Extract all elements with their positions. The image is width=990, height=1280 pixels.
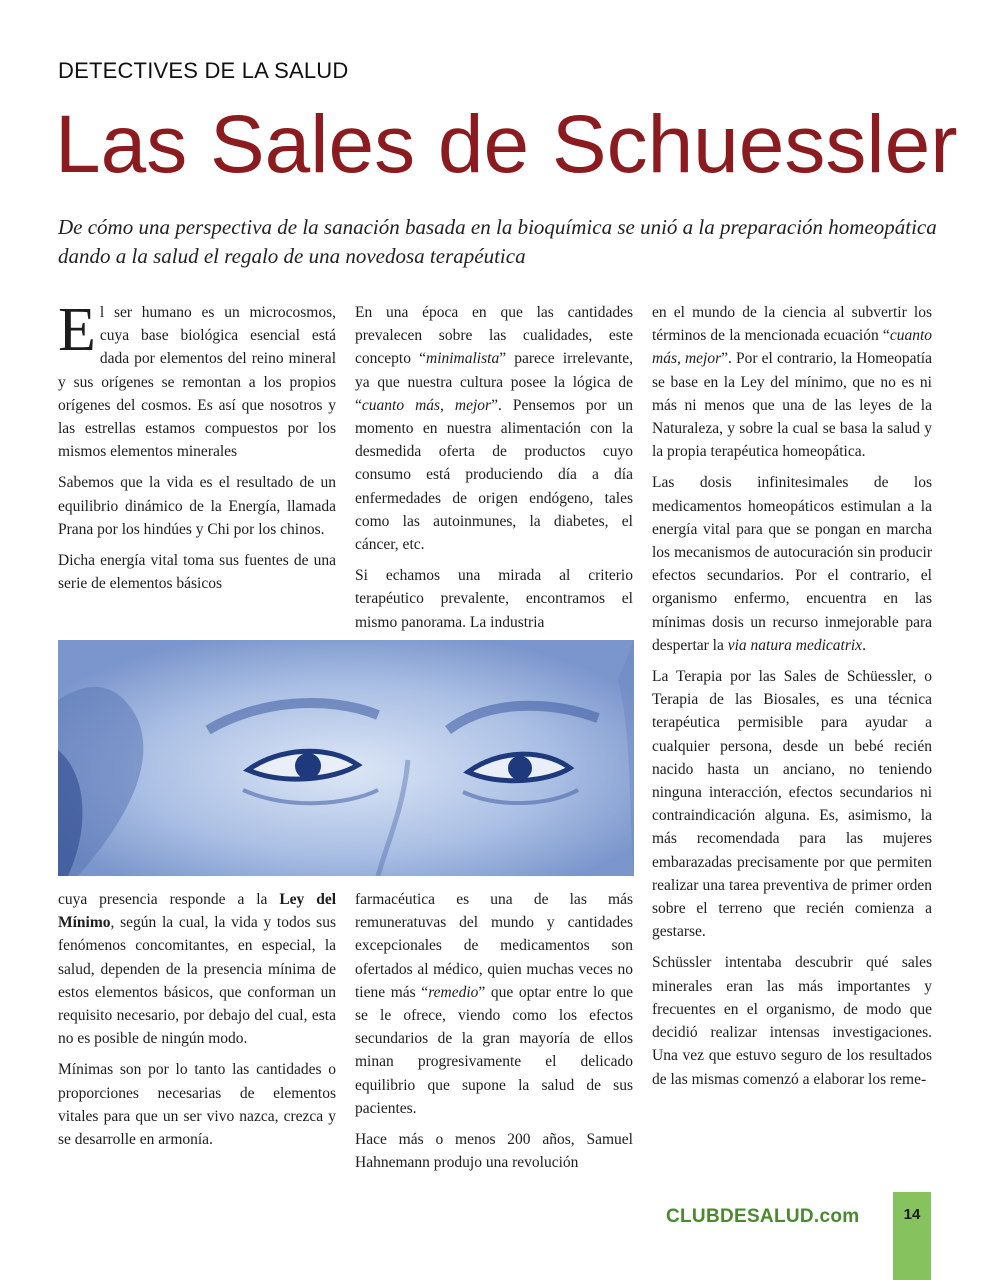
paragraph-text: ” parece irrelevante, ya que nuestra cultura posee la lógica de “ <box>355 350 633 414</box>
article-title: Las Sales de Schuessler <box>55 99 958 190</box>
paragraph-text: en el mundo de la ciencia al subvertir los términos de la mencionada ecuación “ <box>652 304 932 345</box>
paragraph-text: . <box>862 636 866 654</box>
paragraph-text: farmacéutica es una de las más remuneratuvas del mundo y cantidades excepcionales de medicamentos son ofertados al médico, quien muchas veces no tiene más “ <box>355 891 633 1001</box>
paragraph: Dicha energía vital toma sus fuentes de una serie de elementos básicos <box>58 552 336 593</box>
paragraph <box>652 301 932 463</box>
emphasis-text: minimalista <box>426 350 500 368</box>
column-2-bottom <box>355 888 633 1178</box>
column-1-top <box>58 301 336 631</box>
column-3 <box>652 301 932 1181</box>
drop-cap: E <box>58 301 96 364</box>
paragraph-text: l ser humano es un microcosmos, cuya base biológica esencial está dada por elementos del reino mineral y sus orígenes se remontan a los propios orígenes del cosmos. Es así que nosotros y las estrellas estamos compuestos por los mismos elementos minerales <box>58 304 336 461</box>
paragraph: Hace más o menos 200 años, Samuel Hahnemann produjo una revolución <box>355 1131 633 1172</box>
paragraph-text: , según la cual, la vida y todos sus fenómenos concomitantes, en especial, la salud, dependen de la presencia mínima de estos elementos básicos, que conforman un requisito necesario, por debajo del cual, esta no es posible de ningún modo. <box>58 914 336 1048</box>
emphasis-text: remedio <box>428 983 479 1001</box>
column-2-top <box>355 301 633 631</box>
paragraph-text: En una época en que las cantidades prevalecen sobre las cualidades, este concepto “ <box>355 304 633 368</box>
article-subtitle: De cómo una perspectiva de la sanación basada en la bioquímica se unió a la preparación homeopática dando a la salud el regalo de una novedosa terapéutica <box>58 215 937 268</box>
page-number: 14 <box>903 1206 921 1223</box>
emphasis-text: cuanto más, mejor <box>652 327 932 368</box>
paragraph-text: ” que optar entre lo que se le ofrece, viendo como los efectos secundarios de la gran mayoría de ellos minan progresivamente el delicado equilibrio que supone la salud de sus pacientes. <box>355 983 633 1117</box>
page-number-tab <box>893 1192 931 1280</box>
column-1-bottom <box>58 888 336 1178</box>
paragraph: La Terapia por las Sales de Schüessler, o Terapia de las Biosales, es una técnica terapéutica permisible para ayudar a cualquier persona, desde un bebé recién nacido hasta un anciano, no teniendo ninguna interacción, efectos secundarios ni contraindicación alguna. Es, asimismo, la más recomendada para las mujeres embarazadas precisamente por que permiten realizar una tarea preventiva de primer orden sobre el terreno que recién comienza a gestarse. <box>652 668 932 941</box>
emphasis-text: via natura medicatrix <box>727 636 863 654</box>
paragraph <box>58 888 336 1050</box>
paragraph: Schüssler intentaba descubrir qué sales minerales eran las más importantes y frecuentes en el organismo, de modo que decidió realizar intensas investigaciones. Una vez que estuvo seguro de los resultados de las mismas comenzó a elaborar los reme- <box>652 954 932 1088</box>
paragraph: Si echamos una mirada al criterio terapéutico prevalente, encontramos el mismo panorama. La industria <box>355 567 633 631</box>
paragraph-text: cuya presencia responde a la <box>58 891 280 908</box>
section-label: DETECTIVES DE LA SALUD <box>58 58 349 83</box>
paragraph <box>355 888 633 1120</box>
paragraph-text: ”. Pensemos por un momento en nuestra alimentación con la desmedida oferta de productos cuyo consumo está produciendo día a día enfermedades de origen endógeno, tales como las autoinmunes, la diabetes, el cáncer, etc. <box>355 396 633 554</box>
portrait-illustration <box>58 640 634 876</box>
paragraph-text: ”. Por el contrario, la Homeopatía se base en la Ley del mínimo, que no es ni más ni menos que una de las leyes de la Naturaleza, y sobre la cual se basa la salud y la propia terapéutica homeopática. <box>652 350 932 461</box>
paragraph: Sabemos que la vida es el resultado de un equilibrio dinámico de la Energía, llamada Prana por los hindúes y Chi por los chinos. <box>58 474 336 538</box>
footer-brand-link[interactable]: CLUBDESALUD.com <box>666 1206 860 1227</box>
paragraph-text: Las dosis infinitesimales de los medicamentos homeopáticos estimulan a la energía vital para que se pongan en marcha los mecanismos de autocuración sin producir efectos secundarios. Por el contrario, el organismo enfermo, encuentra en las mínimas dosis un recurso inmejorable para despertar la <box>652 474 932 654</box>
paragraph: Mínimas son por lo tanto las cantidades o proporciones necesarias de elementos vitales para que un ser vivo nazca, crezca y se desarrolle en armonía. <box>58 1061 336 1149</box>
paragraph <box>58 301 336 463</box>
paragraph <box>355 301 633 556</box>
portrait-photo <box>58 640 634 876</box>
bold-text: Ley del Mínimo <box>58 891 336 932</box>
emphasis-text: cuanto más, mejor <box>361 396 492 414</box>
paragraph <box>652 471 932 657</box>
